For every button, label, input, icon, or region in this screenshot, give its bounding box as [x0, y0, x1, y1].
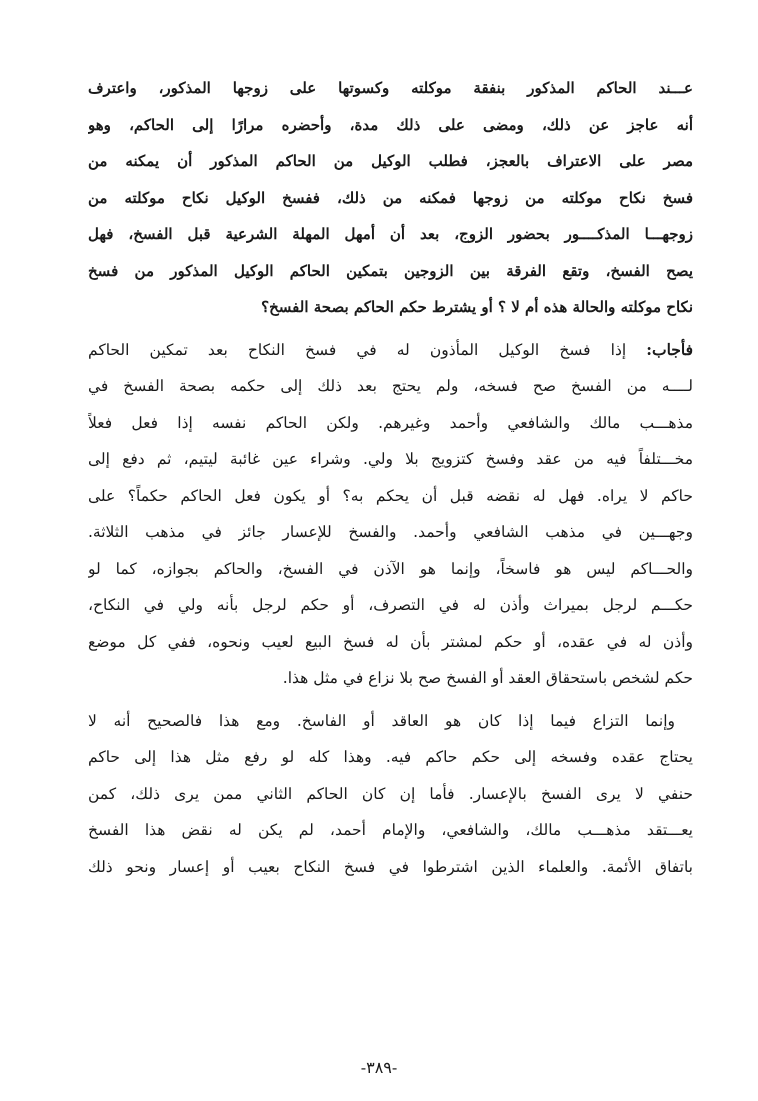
question-line-4: فسخ نكاح موكلته من زوجها فمكنه من ذلك، ففسخ الوكيل نكاح موكلته من	[88, 188, 693, 207]
question-line-7: نكاح موكلته والحالة هذه أم لا ؟ أو يشترط حكم الحاكم بصحة الفسخ؟	[261, 298, 693, 316]
continuation-line-3: حنفي لا يرى الفسخ بالإعسار. فأما إن كان الحاكم الثاني ممن يرى ذلك، كمن	[88, 784, 693, 803]
continuation-line-4: يعـــتقد مذهـــب مالك، والشافعي، والإمام أحمد، لم يكن له نقض هذا الفسخ	[88, 821, 693, 839]
answer-line-4: مخـــتلفاً فيه من عقد وفسخ كتزويج بلا ولي. وشراء عين غائبة ليتيم، ثم دفع إلى	[88, 450, 693, 468]
continuation-line-1: وإنما التزاع فيما إذا كان هو العاقد أو الفاسخ. ومع هذا فالصحيح أنه لا	[88, 711, 675, 730]
answer-line-5: حاكم لا يراه. فهل له نقضه قبل أن يحكم به؟ أو يكون فعل الحاكم حكماً؟ على	[88, 486, 693, 505]
answer-line-2: لــــه من الفسخ صح فسخه، ولم يحتج بعد ذلك إلى حكمه بصحة الفسخ في	[88, 377, 693, 395]
continuation-paragraph	[88, 703, 693, 886]
page-number: -٣٨٩-	[360, 1058, 398, 1077]
answer-line-3: مذهـــب مالك والشافعي وأحمد وغيرهم. ولكن الحاكم نفسه إذا فعل فعلاً	[88, 413, 693, 432]
answer-line-10: حكم لشخص باستحقاق العقد أو الفسخ صح بلا نزاع في مثل هذا.	[282, 669, 693, 687]
answer-paragraph	[88, 332, 693, 697]
question-line-6: يصح الفسخ، وتقع الفرقة بين الزوجين بتمكين الحاكم الوكيل المذكور من فسخ	[88, 261, 693, 280]
continuation-line-2: يحتاج عقده وفسخه إلى حكم حاكم فيه. وهذا كله لو رفع مثل هذا إلى حاكم	[88, 748, 693, 766]
question-line-3: مصر على الاعتراف بالعجز، فطلب الوكيل من الحاكم المذكور أن يمكنه من	[88, 152, 693, 170]
question-line-2: أنه عاجز عن ذلك، ومضى على ذلك مدة، وأحضره مرارًا إلى الحاكم، وهو	[88, 115, 693, 134]
question-line-5: زوجهـــا المذكــــور بحضور الزوج، بعد أن أمهل المهلة الشرعية قبل الفسخ، فهل	[88, 225, 693, 243]
answer-line-9: وأذن له في عقده، أو حكم لمشتر بأن له فسخ البيع لعيب ونحوه، ففي كل موضع	[88, 632, 693, 651]
answer-line-1	[88, 332, 693, 369]
answer-line-7: والحـــاكم ليس هو فاسخاً، وإنما هو الآذن في الفسخ، والحاكم بجوازه، كما لو	[88, 559, 693, 578]
answer-first-line-text: إذا فسخ الوكيل المأذون له في فسخ النكاح بعد تمكين الحاكم	[88, 340, 627, 359]
continuation-line-5: باتفاق الأئمة. والعلماء الذين اشترطوا في فسخ النكاح بعيب أو إعسار ونحو ذلك	[88, 857, 693, 876]
answer-line-8: حكـــم لرجل بميراث وأذن له في التصرف، أو حكم لرجل بأنه ولي في النكاح،	[88, 596, 693, 614]
body-text	[88, 70, 693, 885]
answer-lead: فأجاب:	[646, 339, 693, 359]
question-line-1: عـــند الحاكم المذكور بنفقة موكلته وكسوتها على زوجها المذكور، واعترف	[88, 79, 693, 97]
answer-line-6: وجهـــين في مذهب الشافعي وأحمد. والفسخ للإعسار جائز في مذهب الثلاثة.	[88, 523, 693, 541]
question-paragraph	[88, 70, 693, 326]
